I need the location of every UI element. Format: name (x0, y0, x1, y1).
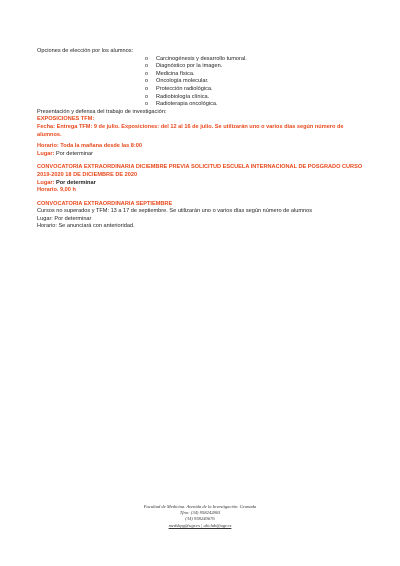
footer-phone-2: (34) 958240676 (185, 516, 215, 522)
september-heading: CONVOCATORIA EXTRAORDINARIA SEPTIEMBRE (37, 200, 173, 207)
ordinary-schedule: Horario: Toda la mañana desde las 8:00 (37, 143, 142, 150)
intro-text: Opciones de elección por los alumnos: (37, 48, 134, 54)
ordinary-dates: Fecha: Entrega TFM: 9 de julio. Exposiciones: del 12 al 16 de julio. Se utilizarán uno o varios días según número de alumnos. (37, 123, 344, 138)
ordinary-heading: EXPOSICIONES TFM: (37, 116, 95, 123)
options-list (145, 56, 367, 109)
september-line-3: Horario: Se anunciará con anterioridad. (37, 223, 135, 230)
presentation-text: Presentación y defensa del trabajo de investigación: (37, 108, 167, 115)
footer-email-link[interactable]: medsbpg@ugr.es | uliclab@ugr.es (168, 522, 232, 528)
footer-phone-1: Tfno: (34) 958242865 (179, 510, 221, 516)
option-item: o Diagnóstico por la imagen. (145, 63, 367, 71)
option-item: o Radiobiología clínica. (145, 94, 367, 102)
ordinary-place-value: Por determinar (55, 150, 93, 157)
option-item: o Oncología molecular. (145, 78, 367, 86)
footer-address: Facultad de Medicina. Avenida de la Investigación. Granada (143, 504, 257, 509)
december-place-value: Por determinar (55, 179, 96, 186)
september-line-2: Lugar: Por determinar (37, 215, 92, 222)
ordinary-place (37, 151, 367, 159)
document-body (37, 48, 367, 231)
december-place-label: Lugar: (37, 179, 55, 186)
september-line-1: Cursos no superados y TFM: 13 a 17 de septiembre. Se utilizarán uno o varios días según número de alumnos (37, 208, 313, 215)
december-place (37, 180, 367, 188)
option-item: o Protección radiológica. (145, 86, 367, 94)
ordinary-place-label: Lugar: (37, 150, 55, 157)
option-item: o Medicina física. (145, 71, 367, 79)
option-item: o Carcinogénesis y desarrollo tumoral. (145, 56, 367, 64)
option-item: o Radioterapia oncológica. (145, 101, 367, 109)
december-heading: CONVOCATORIA EXTRAORDINARIA DICIEMBRE PREVIA SOLICITUD ESCUELA INTERNACIONAL DE POSGRADO CURSO 2019-2020 18 DE DICIEMBRE DE 2020 (37, 164, 363, 178)
december-schedule: Horario. 9,00 h (37, 187, 76, 194)
page-footer (0, 504, 400, 529)
